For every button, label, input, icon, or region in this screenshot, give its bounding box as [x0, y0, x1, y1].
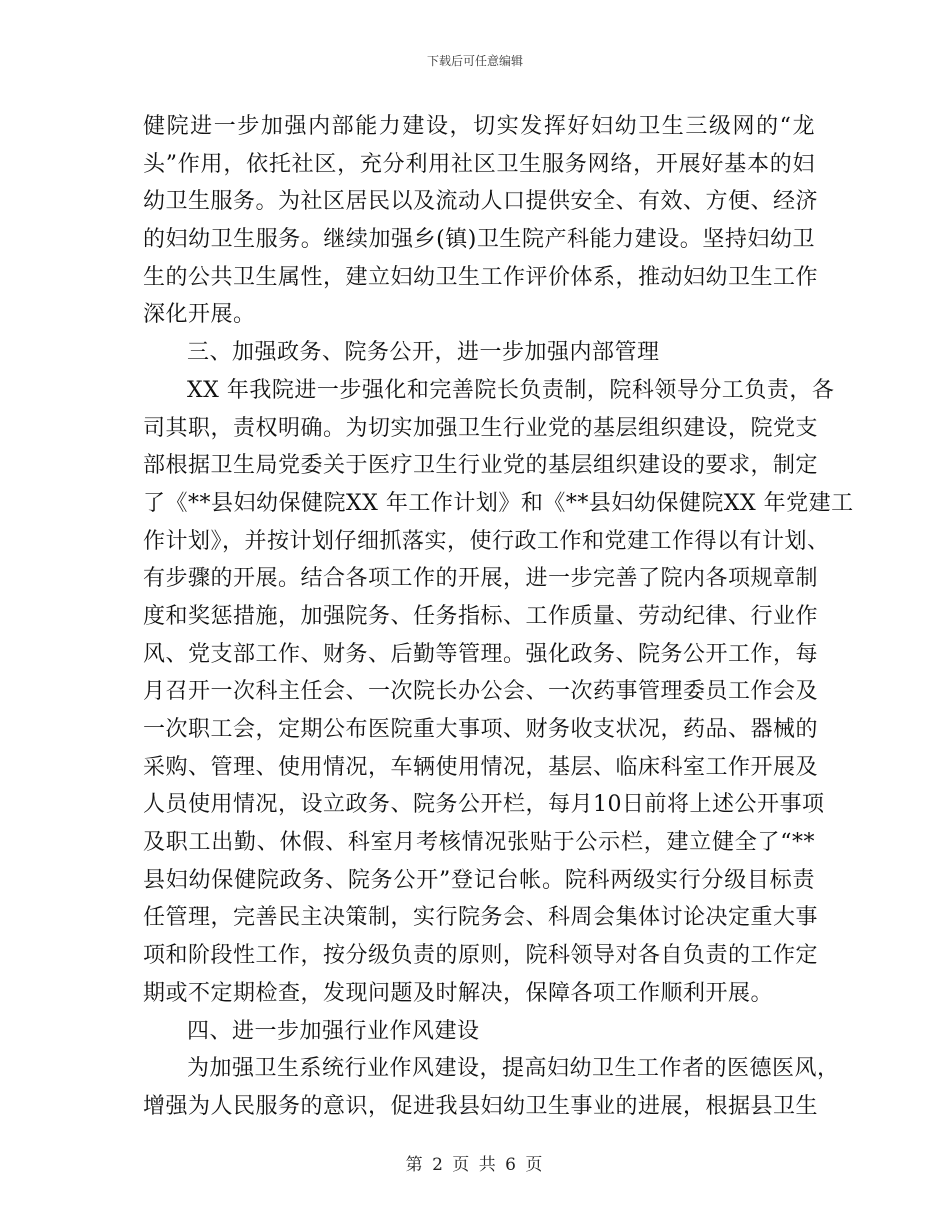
text-line: 了《**县妇幼保健院XX 年工作计划》和《**县妇幼保健院XX 年党建工: [143, 490, 854, 516]
text-line: 任管理，完善民主决策制，实行院务会、科周会集体讨论决定重大事: [143, 905, 819, 931]
text-line: 深化开展。: [143, 302, 256, 328]
text-line: 生的公共卫生属性，建立妇幼卫生工作评价体系，推动妇幼卫生工作: [143, 264, 819, 290]
page-footer: 第 2 页 共 6 页: [405, 1155, 545, 1175]
text-line: 幼卫生服务。为社区居民以及流动人口提供安全、有效、方便、经济: [143, 189, 819, 215]
text-line: XX 年我院进一步强化和完善院长负责制，院科领导分工负责，各: [187, 377, 835, 403]
text-line: 及职工出勤、休假、科室月考核情况张贴于公示栏，建立健全了“**: [143, 830, 815, 856]
text-line: 项和阶段性工作，按分级负责的原则，院科领导对各自负责的工作定: [143, 943, 819, 969]
text-line: 人员使用情况，设立政务、院务公开栏，每月10日前将上述公开事项: [143, 792, 825, 818]
section-heading: 四、进一步加强行业作风建设: [187, 1018, 480, 1044]
text-line: 期或不定期检查，发现问题及时解决，保障各项工作顺利开展。: [143, 980, 774, 1006]
text-line: 司其职，责权明确。为切实加强卫生行业党的基层组织建设，院党支: [143, 415, 819, 441]
text-line: 头”作用，依托社区，充分利用社区卫生服务网络，开展好基本的妇: [143, 151, 815, 177]
text-line: 增强为人民服务的意识，促进我县妇幼卫生事业的进展，根据县卫生: [143, 1093, 819, 1119]
page-header: 下载后可任意编辑: [426, 54, 523, 68]
text-line: 一次职工会，定期公布医院重大事项、财务收支状况，药品、器械的: [143, 717, 819, 742]
paragraph: [143, 372, 854, 1013]
text-line: 风、党支部工作、财务、后勤等管理。强化政务、院务公开工作，每: [143, 641, 819, 667]
text-line: 度和奖惩措施，加强院务、任务指标、工作质量、劳动纪律、行业作: [143, 603, 819, 629]
text-line: 的妇幼卫生服务。继续加强乡(镇)卫生院产科能力建设。坚持妇幼卫: [143, 227, 815, 253]
text-line: 为加强卫生系统行业作风建设，提高妇幼卫生工作者的医德医风，: [187, 1056, 840, 1082]
text-line: 采购、管理、使用情况，车辆使用情况，基层、临床科室工作开展及: [143, 754, 819, 780]
text-line: 健院进一步加强内部能力建设，切实发挥好妇幼卫生三级网的“龙: [143, 114, 815, 139]
text-line: 部根据卫生局党委关于医疗卫生行业党的基层组织建设的要求，制定: [143, 453, 819, 479]
paragraph: [143, 1050, 840, 1125]
text-line: 月召开一次科主任会、一次院长办公会、一次药事管理委员工作会及: [143, 679, 819, 705]
text-line: 县妇幼保健院政务、院务公开”登记台帐。院科两级实行分级目标责: [143, 867, 815, 893]
text-line: 有步骤的开展。结合各项工作的开展，进一步完善了院内各项规章制: [143, 566, 819, 592]
section-heading: 三、加强政务、院务公开，进一步加强内部管理: [187, 340, 660, 366]
text-line: 作计划》，并按计划仔细抓落实，使行政工作和党建工作得以有计划、: [143, 528, 830, 554]
document-body: [143, 108, 854, 1126]
paragraph: [143, 108, 819, 334]
